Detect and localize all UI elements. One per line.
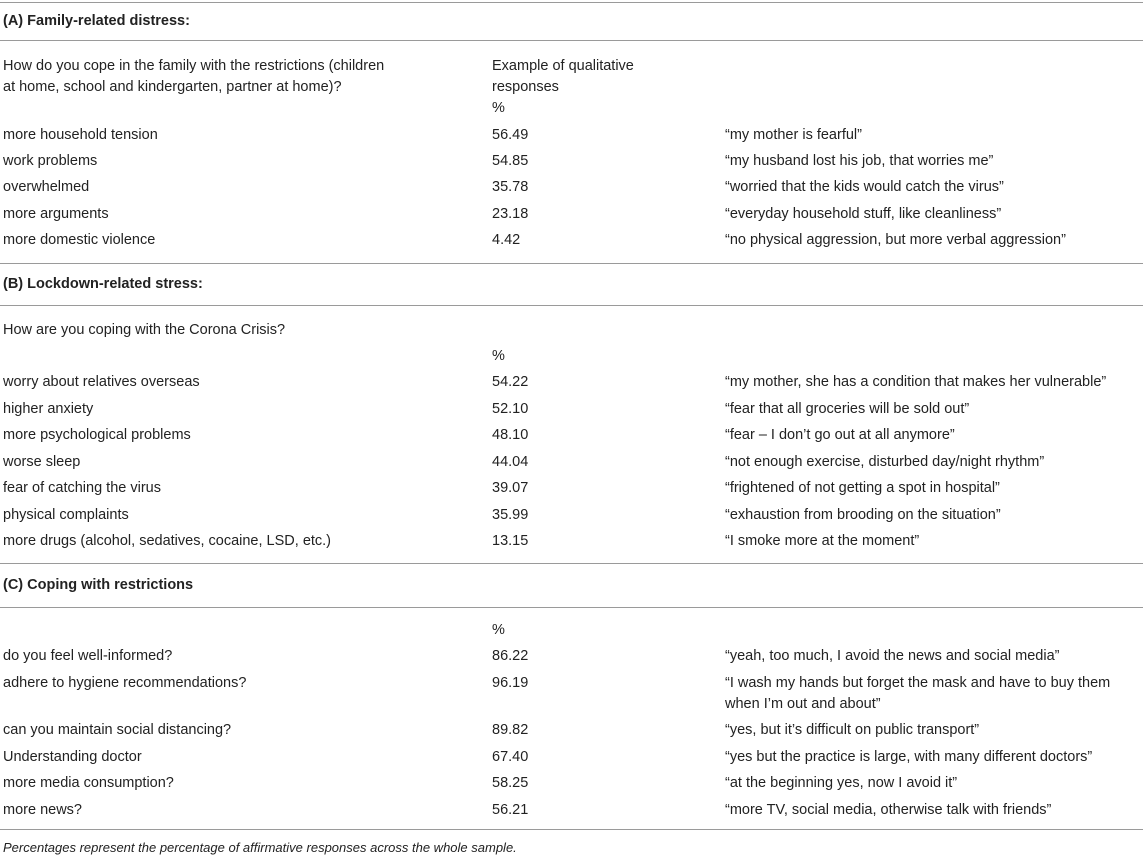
table-row-quote: “yes, but it’s difficult on public transport” (725, 722, 980, 738)
table-row-label: more media consumption? (3, 775, 174, 791)
table-row-quote: “fear – I don’t go out at all anymore” (725, 427, 955, 443)
table-row-quote: “exhaustion from brooding on the situation” (725, 507, 1001, 523)
table-row-value: 54.22 (492, 374, 529, 390)
section-b-title: (B) Lockdown-related stress: (3, 276, 203, 292)
section-a-title: (A) Family-related distress: (3, 13, 190, 29)
table-row-value: 89.82 (492, 722, 529, 738)
table-row-quote: “my mother, she has a condition that makes her vulnerable” (725, 374, 1107, 390)
table-row-label: work problems (3, 153, 98, 169)
table-row-quote: “yes but the practice is large, with many different doctors” (725, 749, 1093, 765)
table-row-value: 58.25 (492, 775, 529, 791)
table-row-value: 48.10 (492, 427, 529, 443)
section-c-percent-header: % (492, 622, 505, 638)
section-b-rule (0, 305, 1143, 306)
table-row-value: 35.99 (492, 507, 529, 523)
table-row-quote: “at the beginning yes, now I avoid it” (725, 775, 958, 791)
table-row-label: overwhelmed (3, 179, 90, 195)
section-a-rule (0, 40, 1143, 41)
section-b-question: How are you coping with the Corona Crisis? (3, 322, 286, 338)
table-row-value: 67.40 (492, 749, 529, 765)
table-row-quote: “fear that all groceries will be sold out” (725, 401, 970, 417)
table-row-label: more domestic violence (3, 232, 156, 248)
table-row-quote: “more TV, social media, otherwise talk with friends” (725, 802, 1052, 818)
table-row-quote: “I wash my hands but forget the mask and have to buy them (725, 675, 1111, 691)
section-b-top-rule (0, 263, 1143, 264)
table-row-value: 44.04 (492, 454, 529, 470)
table-row-label: worse sleep (3, 454, 81, 470)
table-row-quote: “I smoke more at the moment” (725, 533, 920, 549)
section-b-percent-header: % (492, 348, 505, 364)
table-row-label: Understanding doctor (3, 749, 142, 765)
section-c-top-rule (0, 563, 1143, 564)
table-row-quote: “my husband lost his job, that worries me” (725, 153, 994, 169)
table-row-label: adhere to hygiene recommendations? (3, 675, 247, 691)
table-row-label: higher anxiety (3, 401, 94, 417)
table-row-value: 86.22 (492, 648, 529, 664)
table-row-label: more arguments (3, 206, 109, 222)
example-header-line1: Example of qualitative (492, 58, 634, 74)
table-row-label: can you maintain social distancing? (3, 722, 232, 738)
table-row-label: fear of catching the virus (3, 480, 161, 496)
table-row-value: 56.49 (492, 127, 529, 143)
section-a-question-line2: at home, school and kindergarten, partner at home)? (3, 79, 342, 95)
table-row-quote: “worried that the kids would catch the virus” (725, 179, 1004, 195)
table-row-quote: “frightened of not getting a spot in hospital” (725, 480, 1000, 496)
table-row-label: physical complaints (3, 507, 129, 523)
table-top-rule (0, 2, 1143, 3)
section-c-rule (0, 607, 1143, 608)
table-row-quote-continued: when I’m out and about” (725, 696, 881, 712)
table-row-value: 96.19 (492, 675, 529, 691)
table-row-value: 35.78 (492, 179, 529, 195)
table-footnote: Percentages represent the percentage of affirmative responses across the whole sample. (3, 840, 517, 855)
table-row-label: more household tension (3, 127, 158, 143)
table-row-quote: “yeah, too much, I avoid the news and social media” (725, 648, 1060, 664)
section-c-title: (C) Coping with restrictions (3, 577, 194, 593)
section-a-question-line1: How do you cope in the family with the restrictions (children (3, 58, 385, 74)
table-row-value: 52.10 (492, 401, 529, 417)
section-a-percent-header: % (492, 100, 505, 116)
example-header-line2: responses (492, 79, 559, 95)
table-row-quote: “my mother is fearful” (725, 127, 862, 143)
table-row-label: do you feel well-informed? (3, 648, 173, 664)
table-row-quote: “no physical aggression, but more verbal aggression” (725, 232, 1066, 248)
table-row-value: 23.18 (492, 206, 529, 222)
table-row-value: 4.42 (492, 232, 521, 248)
table-row-value: 39.07 (492, 480, 529, 496)
table-row-label: more drugs (alcohol, sedatives, cocaine, LSD, etc.) (3, 533, 332, 549)
table-bottom-rule (0, 829, 1143, 830)
table-row-label: worry about relatives overseas (3, 374, 200, 390)
table-row-value: 13.15 (492, 533, 529, 549)
table-row-label: more psychological problems (3, 427, 191, 443)
table-row-label: more news? (3, 802, 82, 818)
table-row-value: 54.85 (492, 153, 529, 169)
table-row-quote: “not enough exercise, disturbed day/night rhythm” (725, 454, 1045, 470)
table-row-quote: “everyday household stuff, like cleanliness” (725, 206, 1002, 222)
table-row-value: 56.21 (492, 802, 529, 818)
